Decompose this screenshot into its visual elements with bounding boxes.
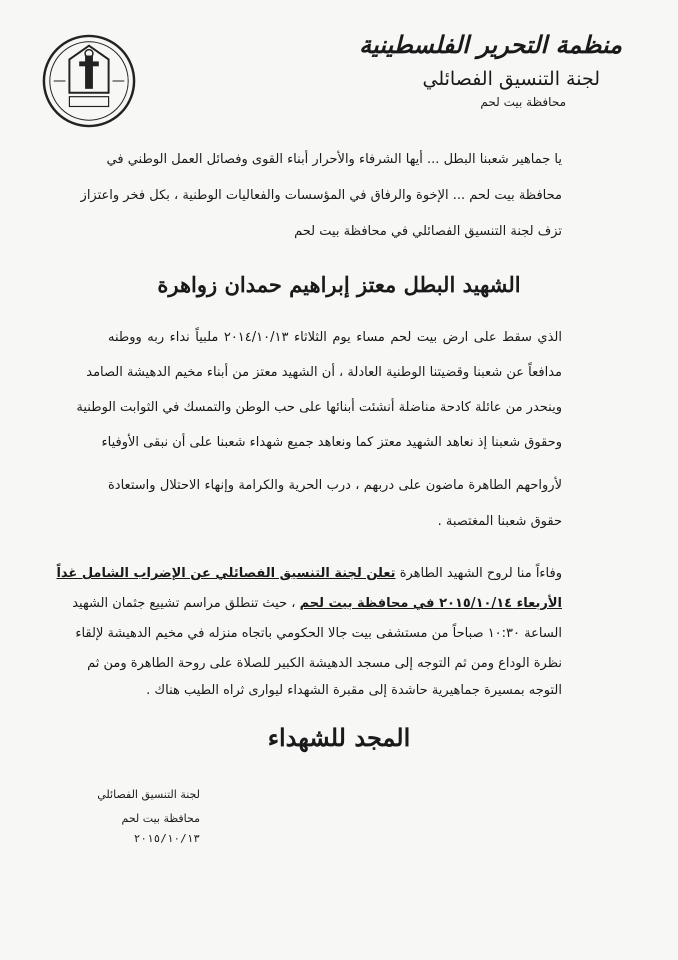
paragraph2-line-1 <box>56 566 562 582</box>
closing-slogan: المجد للشهداء <box>267 723 411 752</box>
intro-line-2: محافظة بيت لحم ... الإخوة والرفاق في المؤسسات والفعاليات الوطنية ، بكل فخر واعتزاز <box>80 188 562 203</box>
strike-announcement: تعلن لجنة التنسيق الفصائلي عن الإضراب الشامل غداً <box>56 566 396 581</box>
signature-date: ٢٠١٥/١٠/١٣ <box>133 832 200 845</box>
organization-name: منظمة التحرير الفلسطينية <box>359 30 622 59</box>
paragraph1-line-1: الذي سقط على ارض بيت لحم مساء يوم الثلاثاء ٢٠١٤/١٠/١٣ ملبياً نداء ربه ووطنه <box>108 330 562 345</box>
martyr-title: الشهيد البطل معتز إبراهيم حمدان زواهرة <box>157 272 521 297</box>
paragraph2-line-2 <box>72 596 562 612</box>
organization-logo <box>40 32 138 130</box>
committee-name: لجنة التنسيق الفصائلي <box>422 68 600 90</box>
signature-governorate: محافظة بيت لحم <box>121 812 200 825</box>
paragraph1-line-6: حقوق شعبنا المغتصبة . <box>437 514 562 529</box>
intro-line-1: يا جماهير شعبنا البطل ... أيها الشرفاء والأحرار أبناء القوى وفصائل العمل الوطني في <box>106 152 562 167</box>
signature-committee: لجنة التنسيق الفصائلي <box>97 788 200 801</box>
paragraph1-line-4: وحقوق شعبنا إذ نعاهد الشهيد معتز كما ونعاهد جميع شهداء شعبنا على أن نبقى الأوفياء <box>101 435 562 450</box>
paragraph1-line-5: لأرواحهم الطاهرة ماضون على دربهم ، درب الحرية والكرامة وإنهاء الاحتلال واستعادة <box>108 478 562 493</box>
intro-line-3: تزف لجنة التنسيق الفصائلي في محافظة بيت لحم <box>294 224 562 239</box>
paragraph2-line-3: الساعة ١٠:٣٠ صباحاً من مستشفى بيت جالا الحكومي باتجاه منزله في مخيم الدهيشة لإلقاء <box>75 626 562 641</box>
paragraph2-line-2-rest: ، حيث تنطلق مراسم تشييع جثمان الشهيد <box>72 596 300 611</box>
paragraph1-line-2: مدافعاً عن شعبنا وقضيتنا الوطنية العادلة ، أن الشهيد معتز من أبناء مخيم الدهيشة الصامد <box>86 365 562 380</box>
governorate-name: محافظة بيت لحم <box>480 95 566 109</box>
paragraph2-line-5: التوجه بمسيرة جماهيرية حاشدة إلى مقبرة الشهداء ليوارى ثراه الطيب هناك . <box>146 683 562 698</box>
strike-date-location: الأربعاء ٢٠١٥/١٠/١٤ في محافظة بيت لحم <box>299 596 562 611</box>
paragraph1-line-3: وينحدر من عائلة كادحة مناضلة أنشئت أبنائها على حب الوطن والتمسك في الثوابت الوطنية <box>76 400 562 415</box>
paragraph2-line-4: نظرة الوداع ومن ثم التوجه إلى مسجد الدهيشة الكبير للصلاة على روحة الطاهرة ومن ثم <box>87 656 562 671</box>
paragraph2-line-1-intro: وفاءاً منا لروح الشهيد الطاهرة <box>395 566 562 581</box>
